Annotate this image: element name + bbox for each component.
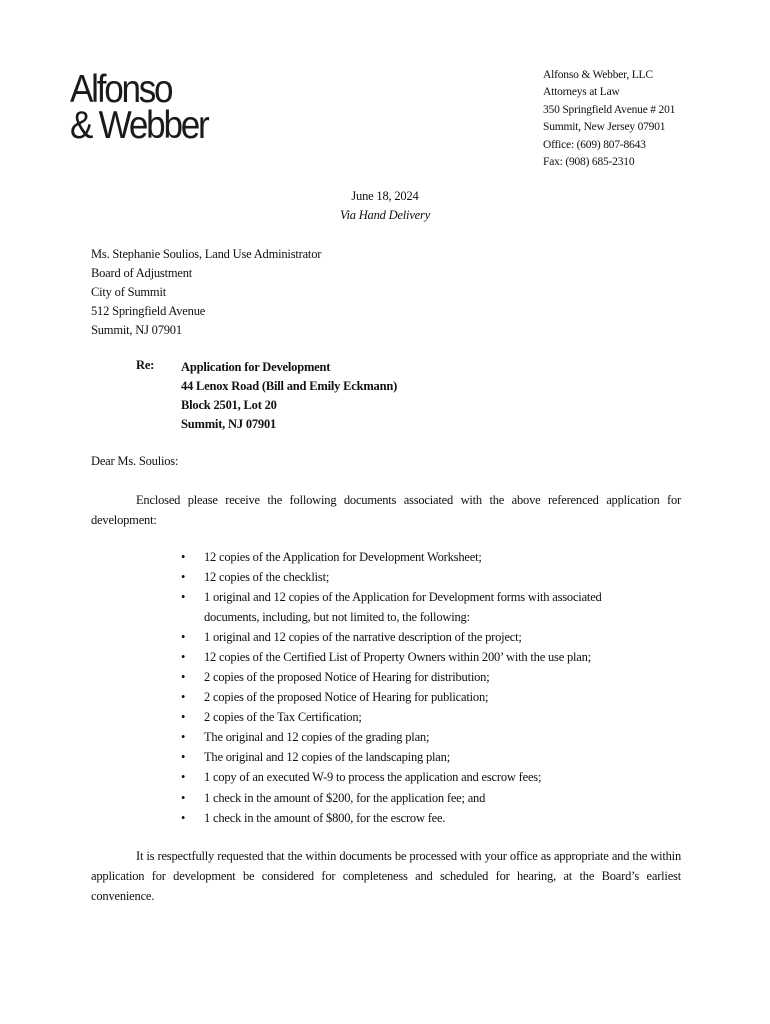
bullet-icon: •	[181, 690, 186, 705]
list-item: • 1 copy of an executed W-9 to process the application and escrow fees;	[181, 768, 641, 788]
recipient-line: Summit, NJ 07901	[91, 323, 182, 337]
salutation: Dear Ms. Soulios:	[91, 454, 179, 468]
bullet-icon: •	[181, 629, 186, 644]
bullet-icon: •	[181, 790, 186, 805]
recipient-line: 512 Springfield Avenue	[91, 304, 206, 318]
firm-logo	[70, 68, 208, 147]
recipient-line: City of Summit	[91, 285, 166, 299]
list-item: • 12 copies of the checklist;	[181, 568, 641, 588]
bullet-icon: •	[181, 669, 186, 684]
bullet-icon: •	[181, 590, 186, 605]
re-line: Application for Development	[181, 360, 331, 374]
re-line: Summit, NJ 07901	[181, 417, 277, 431]
firm-city: Summit, New Jersey 07901	[543, 121, 666, 134]
list-item: • 12 copies of the Application for Development Worksheet;	[181, 548, 641, 568]
closing-text: It is respectfully requested that the within documents be processed with your office as appropriate and the within application for development be considered for completeness and scheduled for hearing, at the Board’s earliest convenience.	[91, 849, 681, 903]
list-item: • 1 original and 12 copies of the Application for Development forms with associated documents, including, but not limited to, the following:	[181, 590, 602, 624]
bullet-icon: •	[181, 810, 186, 825]
list-item: • 2 copies of the proposed Notice of Hearing for distribution;	[181, 668, 641, 688]
re-subject	[181, 358, 397, 434]
firm-street: 350 Springfield Avenue # 201	[543, 103, 676, 116]
re-label: Re:	[136, 358, 155, 372]
recipient-line: Board of Adjustment	[91, 266, 193, 280]
bullet-icon: •	[181, 770, 186, 785]
bullet-icon: •	[181, 550, 186, 564]
bullet-icon: •	[181, 730, 186, 745]
logo-line-alfonso: Alfonso	[70, 68, 172, 111]
firm-tagline: Attorneys at Law	[543, 86, 620, 99]
recipient-line: Ms. Stephanie Soulios, Land Use Administrator	[91, 247, 322, 261]
list-item: • 2 copies of the proposed Notice of Hearing for publication;	[181, 688, 641, 708]
bullet-icon: •	[181, 750, 186, 765]
letter-date: June 18, 2024	[351, 189, 419, 203]
list-item: • 1 check in the amount of $800, for the escrow fee.	[181, 809, 641, 829]
list-item: • The original and 12 copies of the grading plan;	[181, 728, 641, 748]
closing-paragraph	[91, 846, 681, 906]
re-line: 44 Lenox Road (Bill and Emily Eckmann)	[181, 379, 398, 393]
firm-fax: Fax: (908) 685-2310	[543, 156, 635, 169]
logo-line-webber: & Webber	[70, 104, 208, 147]
delivery-method: Via Hand Delivery	[339, 208, 431, 222]
intro-text: Enclosed please receive the following documents associated with the above referenced application for development:	[91, 493, 681, 527]
bullet-icon: •	[181, 570, 186, 585]
recipient-address	[91, 245, 321, 340]
list-item: • The original and 12 copies of the landscaping plan;	[181, 748, 641, 768]
re-line: Block 2501, Lot 20	[181, 398, 277, 412]
enclosed-documents-list	[181, 548, 641, 829]
firm-name: Alfonso & Webber, LLC	[543, 69, 653, 81]
list-item: • 2 copies of the Tax Certification;	[181, 708, 641, 728]
list-item: • 1 check in the amount of $200, for the application fee; and	[181, 789, 641, 809]
firm-office-phone: Office: (609) 807-8643	[543, 138, 646, 151]
intro-paragraph	[91, 490, 681, 530]
letterhead-address	[543, 67, 675, 171]
list-item: • 12 copies of the Certified List of Property Owners within 200’ with the use plan;	[181, 648, 641, 668]
bullet-icon: •	[181, 710, 186, 725]
bullet-icon: •	[181, 649, 186, 664]
list-item: • 1 original and 12 copies of the narrative description of the project;	[181, 628, 641, 648]
